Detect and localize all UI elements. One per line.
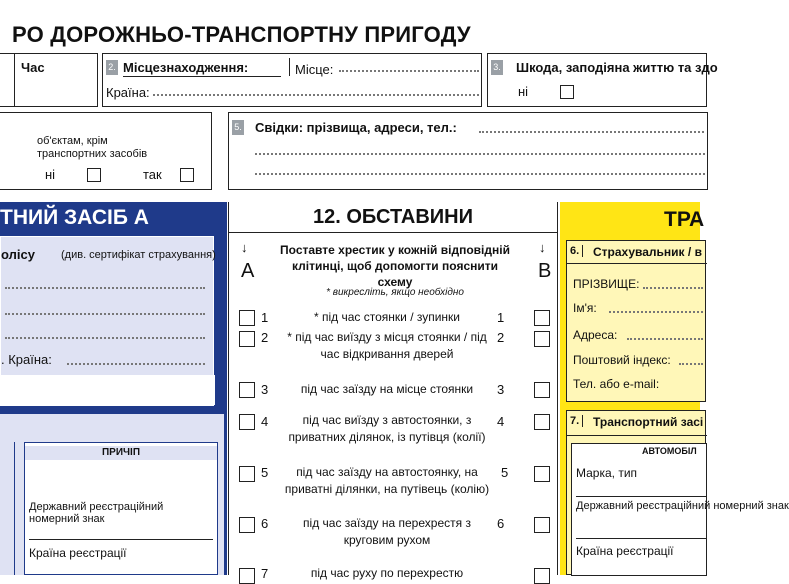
item-4-b-checkbox[interactable] [534,414,550,430]
item-4-a-checkbox[interactable] [239,414,255,430]
item-2-a-checkbox[interactable] [239,331,255,347]
arrow-down-icon: ↓ [539,240,546,255]
vehicle-number: 7. [570,415,583,427]
surname-dots[interactable] [643,287,703,289]
location-label: Місцезнаходження: [123,60,249,75]
item-6-a-checkbox[interactable] [239,517,255,533]
item-2-a-number: 2 [261,330,269,345]
b-reg-plate-label: Державний реєстраційний номерний знак [576,500,789,512]
item-3-a-checkbox[interactable] [239,382,255,398]
circumstances-title: 12. ОБСТАВИНИ [312,206,473,228]
trailer-reg-plate-label: Державний реєстраційний номерний знак [29,501,164,525]
witnesses-dots-3[interactable] [255,173,705,175]
item-7-b-checkbox[interactable] [534,568,550,584]
phone-label: Тел. або e-mail: [573,377,660,391]
objects-line2: транспортних засобів [37,148,148,160]
objects-no-label: ні [45,167,56,182]
item-2-text: * під час виїзду з місця стоянки / під час відкривання дверей [287,330,487,361]
injuries-section [487,53,718,107]
surname-label: ПРІЗВИЩЕ: [573,277,640,291]
witnesses-section [228,112,708,190]
item-3-a-number: 3 [261,382,269,397]
arrow-down-icon: ↓ [241,240,248,255]
vehicle-a-dots-2[interactable] [5,313,205,315]
location-section [102,53,482,107]
vehicle-a-white-field[interactable] [1,375,215,405]
page-title: РО ДОРОЖНЬО-ТРАНСПОРТНУ ПРИГОДУ [12,22,471,47]
vehicle-a-dots-1[interactable] [5,287,205,289]
vehicle-b-insurer-box [566,240,706,402]
vehicle-a-insurance-box [0,236,214,406]
item-3-b-number: 3 [497,382,505,397]
insurer-number: 6. [570,245,583,257]
location-divider [289,58,290,76]
vehicle-a-country-label: . Країна: [1,352,52,367]
item-1-a-checkbox[interactable] [239,310,255,326]
witnesses-dots-2[interactable] [255,153,705,155]
injuries-label: Шкода, заподіяна життю та здо [516,60,718,75]
time-label: Час [21,60,45,75]
item-5-a-checkbox[interactable] [239,466,255,482]
item-5-text: під час заїзду на автостоянку, на приватні ділянки, на путівець (колію) [284,465,490,496]
postcode-label: Поштовий індекс: [573,353,671,367]
vehicle-b-vehicle-box [566,410,789,575]
item-5-b-number: 5 [501,465,509,480]
country-label: Країна: [106,85,150,100]
section-number-badge: 3. [491,60,503,75]
vehicle-a-dots-3[interactable] [5,337,205,339]
circumstances-instruction: Поставте хрестик у кожній відповідній клітинці, щоб допомогти пояснити схему [280,243,510,289]
insurer-label: Страхувальник / в [593,245,702,259]
make-line[interactable] [576,496,706,497]
circumstances-note: * викресліть, якщо необхідно [326,287,464,298]
time-divider [14,53,15,107]
item-1-b-checkbox[interactable] [534,310,550,326]
item-2-b-checkbox[interactable] [534,331,550,347]
place-dots[interactable] [339,70,479,72]
item-7-text: під час руху по перехрестю [310,566,464,580]
item-5-b-checkbox[interactable] [534,466,550,482]
objects-no-checkbox[interactable] [87,168,101,182]
trailer-column [24,442,218,575]
vehicle-header-divider [567,435,707,436]
vehicle-a-vehicle-box [0,414,224,575]
trailer-label: ПРИЧІП [25,446,217,460]
injuries-no-checkbox[interactable] [560,85,574,99]
trailer-reg-country-label: Країна реєстрації [29,546,127,560]
address-label: Адреса: [573,328,618,342]
b-reg-country-label: Країна реєстрації [576,544,674,558]
item-5-a-number: 5 [261,465,269,480]
vehicle-b-banner: ТРА [664,208,705,231]
witnesses-label: Свідки: прізвища, адреси, тел.: [255,120,457,135]
item-6-b-number: 6 [497,516,505,531]
item-6-a-number: 6 [261,516,269,531]
item-4-text: під час виїзду з автостоянки, з приватних ділянок, із путівця (колії) [288,413,486,444]
trailer-reg-plate-line[interactable] [29,539,213,540]
item-3-b-checkbox[interactable] [534,382,550,398]
other-damage-section [0,112,212,190]
vehicle-label: Транспортний засі [593,415,704,429]
b-reg-plate-line[interactable] [576,538,706,539]
title-divider [229,232,557,233]
place-label: Місце: [295,62,334,77]
item-6-b-checkbox[interactable] [534,517,550,533]
item-7-a-checkbox[interactable] [239,568,255,584]
vehicle-a-banner: ТНИЙ ЗАСІБ А [0,206,149,229]
item-4-a-number: 4 [261,414,269,429]
address-dots[interactable] [627,338,703,340]
item-1-b-number: 1 [497,310,505,325]
section-number-badge: 2. [106,60,118,75]
item-6-text: під час заїзду на перехрестя з круговим рухом [303,516,471,547]
section-number-badge: 5. [232,120,244,135]
column-a-label: A [241,260,255,282]
location-underline [123,76,281,77]
insurer-header-divider [567,263,707,264]
vehicle-a-country-dots[interactable] [67,363,205,365]
objects-yes-label: так [143,167,162,182]
witnesses-dots-1[interactable] [479,131,704,133]
postcode-dots[interactable] [679,363,703,365]
country-dots[interactable] [153,94,479,96]
column-b-label: B [538,260,552,282]
name-dots[interactable] [609,311,703,313]
injuries-no-label: ні [518,84,529,99]
item-2-b-number: 2 [497,330,505,345]
policy-label: олісу [1,247,35,262]
policy-note: (див. сертифікат страхування) [61,249,216,261]
name-label: Ім'я: [573,301,597,315]
item-3-text: під час заїзду на місце стоянки [300,382,474,396]
motor-vehicle-column [0,442,15,575]
objects-line1: об'єктам, крім [37,135,108,147]
motor-vehicle-subpanel [571,443,789,576]
circumstances-panel [228,202,558,581]
item-7-a-number: 7 [261,566,269,581]
auto-label: АВТОМОБІЛ [642,446,697,456]
item-4-b-number: 4 [497,414,505,429]
item-1-a-number: 1 [261,310,269,325]
objects-yes-checkbox[interactable] [180,168,194,182]
item-1-text: * під час стоянки / зупинки [313,310,461,324]
make-label: Марка, тип [576,466,638,480]
